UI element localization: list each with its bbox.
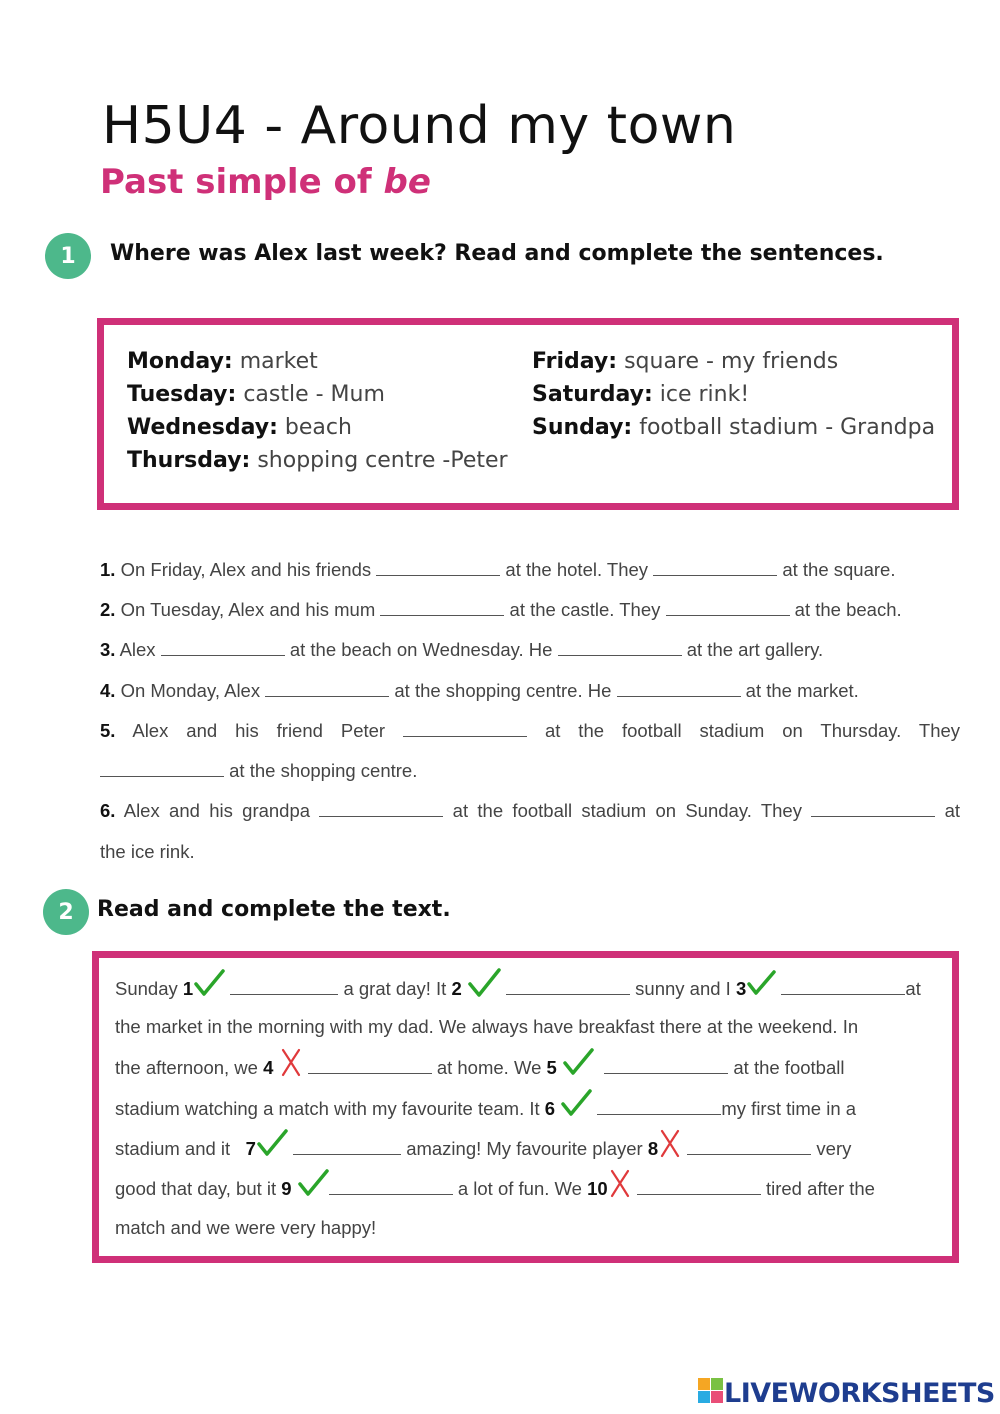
exercise-2-instruction: Read and complete the text. <box>97 897 451 922</box>
sentence-1: 1. On Friday, Alex and his friends at the hotel. They at the square. <box>100 559 896 580</box>
answer-blank[interactable] <box>687 1138 811 1155</box>
sentence-5: 5. Alex and his friend Peter at the football stadium on Thursday. They <box>100 720 961 741</box>
schedule-item: Friday: square - my friends <box>532 349 839 374</box>
sentence-6: 6. Alex and his grandpa at the football stadium on Sunday. They at <box>100 800 961 821</box>
check-icon <box>297 1168 329 1212</box>
answer-blank[interactable] <box>604 1057 728 1074</box>
schedule-item: Sunday: football stadium - Grandpa <box>532 415 936 440</box>
schedule-item: Wednesday: beach <box>127 415 352 440</box>
answer-blank[interactable] <box>597 1098 721 1115</box>
schedule-item: Monday: market <box>127 349 318 374</box>
sentence-2: 2. On Tuesday, Alex and his mum at the castle. They at the beach. <box>100 599 902 620</box>
exercise-2-badge: 2 <box>43 889 89 935</box>
schedule-item: Thursday: shopping centre -Peter <box>127 448 508 473</box>
worksheet-title: H5U4 - Around my town <box>102 96 737 156</box>
answer-blank[interactable] <box>265 680 389 697</box>
cross-icon <box>279 1047 303 1091</box>
answer-blank[interactable] <box>380 599 504 616</box>
check-icon <box>560 1088 592 1132</box>
liveworksheets-logo-icon <box>698 1378 724 1409</box>
check-icon <box>193 968 225 1012</box>
answer-blank[interactable] <box>506 978 630 995</box>
answer-blank[interactable] <box>617 680 741 697</box>
answer-blank[interactable] <box>329 1178 453 1195</box>
schedule-item: Tuesday: castle - Mum <box>127 382 385 407</box>
answer-blank[interactable] <box>161 639 285 656</box>
text-line-2: the market in the morning with my dad. We always have breakfast there at the weekend. In <box>115 1016 859 1037</box>
answer-blank[interactable] <box>230 978 338 995</box>
worksheet-subtitle <box>100 162 431 202</box>
schedule-left <box>127 345 508 477</box>
answer-blank[interactable] <box>653 559 777 576</box>
sentence-4: 4. On Monday, Alex at the shopping centre. He at the market. <box>100 680 859 701</box>
answer-blank[interactable] <box>293 1138 401 1155</box>
subtitle-emphasis: be <box>383 162 431 202</box>
text-line-6: good that day, but it 9 a lot of fun. We 10 tired after the <box>115 1168 875 1208</box>
answer-blank[interactable] <box>811 800 935 817</box>
sentence-3: 3. Alex at the beach on Wednesday. He at the art gallery. <box>100 639 824 660</box>
answer-blank[interactable] <box>376 559 500 576</box>
sentence-5-cont: at the shopping centre. <box>100 751 960 791</box>
exercise-1-instruction: Where was Alex last week? Read and complete the sentences. <box>110 241 884 266</box>
text-line-7: match and we were very happy! <box>115 1217 377 1238</box>
subtitle-text: Past simple of <box>100 162 384 202</box>
cross-icon <box>608 1168 632 1212</box>
answer-blank[interactable] <box>403 720 527 737</box>
liveworksheets-logo[interactable] <box>698 1378 995 1409</box>
text-line-4: stadium watching a match with my favourite team. It 6 my first time in a <box>115 1088 856 1128</box>
sentence-6-cont: the ice rink. <box>100 841 195 862</box>
answer-blank[interactable] <box>781 978 905 995</box>
answer-blank[interactable] <box>308 1057 432 1074</box>
cross-icon <box>658 1128 682 1172</box>
schedule-right <box>532 345 935 444</box>
check-icon <box>256 1128 288 1172</box>
answer-blank[interactable] <box>558 639 682 656</box>
check-icon <box>562 1047 594 1091</box>
text-line-1: Sunday 1 a grat day! It 2 sunny and I 3 at <box>115 967 921 1007</box>
text-line-5: stadium and it 7 amazing! My favourite player 8 very <box>115 1128 851 1168</box>
schedule-item: Saturday: ice rink! <box>532 382 750 407</box>
check-icon <box>746 969 776 1011</box>
exercise-1-badge: 1 <box>45 233 91 279</box>
answer-blank[interactable] <box>666 599 790 616</box>
text-line-3: the afternoon, we 4 at home. We 5 at the football <box>115 1047 844 1087</box>
answer-blank[interactable] <box>637 1178 761 1195</box>
logo-text: LIVEWORKSHEETS <box>724 1378 995 1409</box>
answer-blank[interactable] <box>100 760 224 777</box>
answer-blank[interactable] <box>319 800 443 817</box>
